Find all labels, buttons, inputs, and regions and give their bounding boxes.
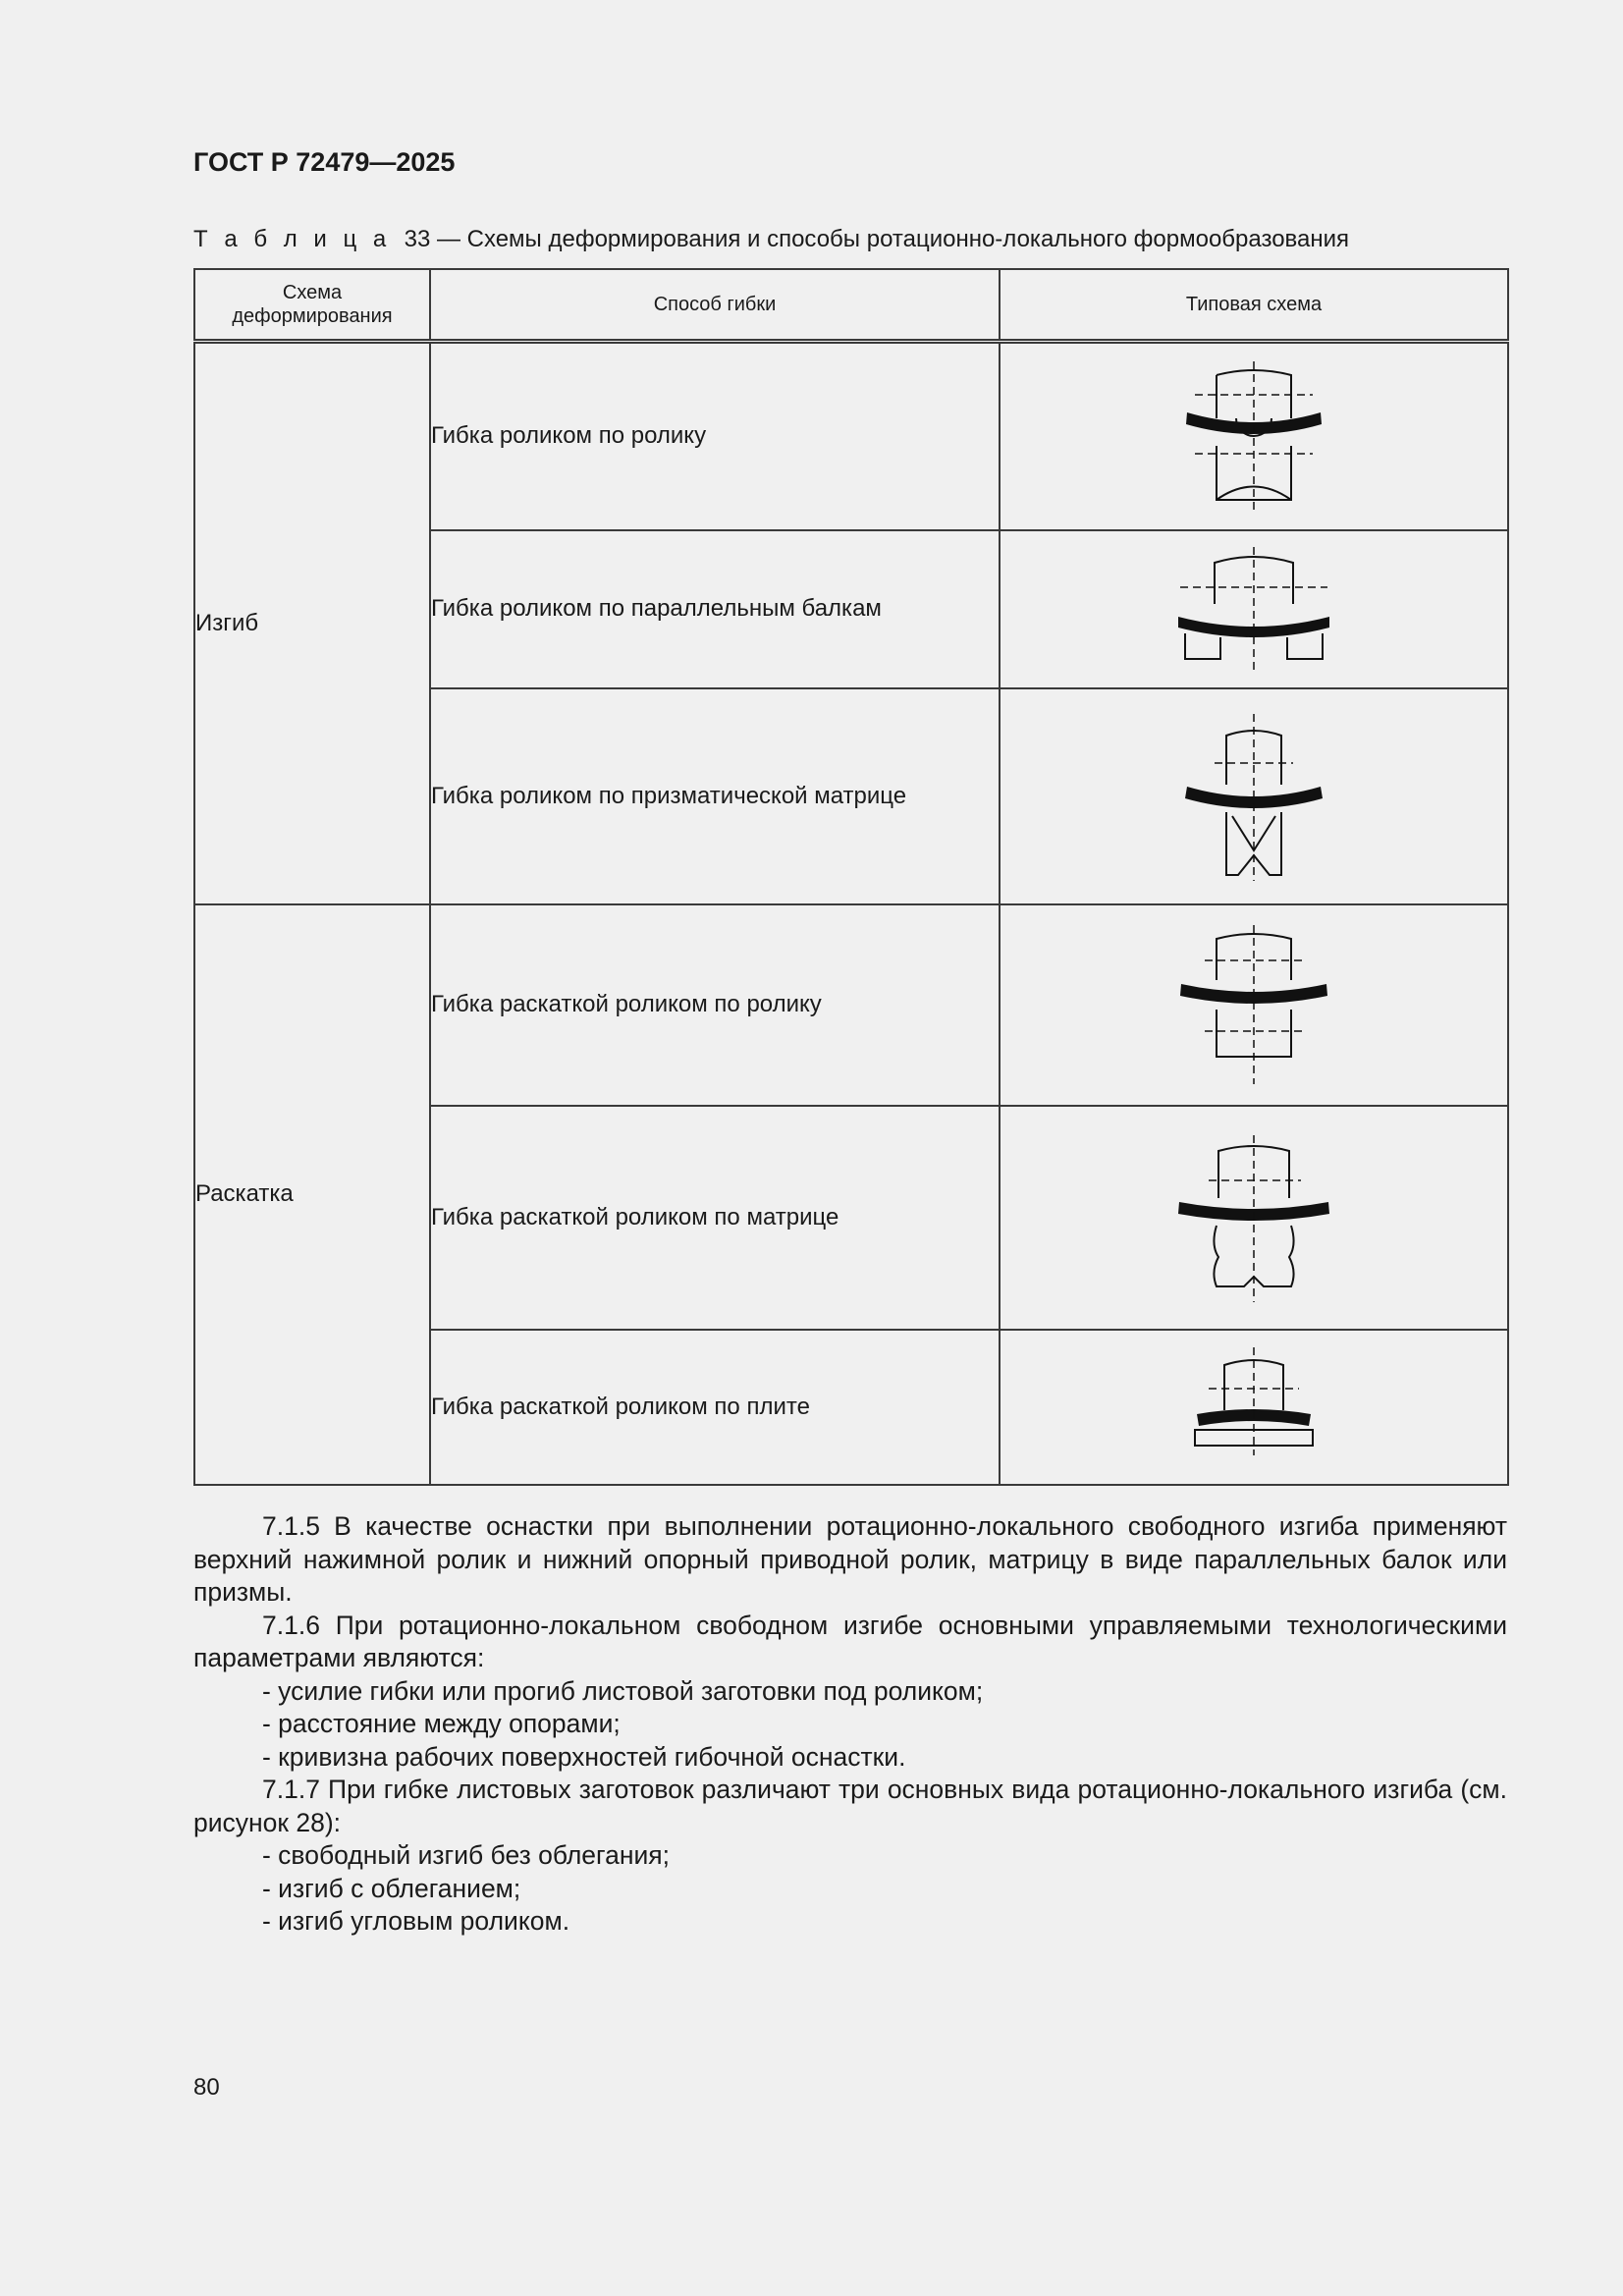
paragraph-7-1-5: 7.1.5 В качестве оснастки при выполнении ротационно-локального свободного изгиба применяют верхний нажимной ролик и нижний опорный приводной ролик, матрицу в виде параллельных балок или призмы. xyxy=(193,1511,1507,1607)
rolling-on-roller-icon xyxy=(1175,921,1332,1088)
roller-on-roller-icon xyxy=(1175,357,1332,515)
column-header-typical-scheme: Типовая схема xyxy=(1000,269,1508,342)
table-header-row xyxy=(194,269,1508,342)
group-cell-bending: Изгиб xyxy=(194,342,430,904)
group-cell-rolling: Раскатка xyxy=(194,904,430,1485)
table-row xyxy=(194,342,1508,530)
roller-on-parallel-beams-icon xyxy=(1175,543,1332,676)
list-item: - изгиб с облеганием; xyxy=(262,1873,521,1903)
table-row xyxy=(194,904,1508,1106)
scheme-cell xyxy=(1000,1330,1508,1485)
rolling-on-die-icon xyxy=(1175,1129,1332,1306)
rolling-on-plate-icon xyxy=(1175,1343,1332,1471)
table-caption-text: 33 — Схемы деформирования и способы ротационно-локального формообразования xyxy=(404,226,1350,252)
column-header-method: Способ гибки xyxy=(430,269,1000,342)
paragraph-7-1-6: 7.1.6 При ротационно-локальном свободном изгибе основными управляемыми технологическими параметрами являются: xyxy=(193,1610,1507,1672)
paragraph-7-1-7: 7.1.7 При гибке листовых заготовок различают три основных вида ротационно-локального изгиба (см. рисунок 28): xyxy=(193,1775,1507,1837)
scheme-cell xyxy=(1000,342,1508,530)
table-caption xyxy=(193,226,1349,253)
table-caption-label: Т а б л и ц а xyxy=(193,226,392,252)
method-cell: Гибка раскаткой роликом по ролику xyxy=(430,904,1000,1106)
roller-on-prismatic-die-icon xyxy=(1175,708,1332,885)
list-item: - усилие гибки или прогиб листовой заготовки под роликом; xyxy=(262,1675,984,1706)
method-cell: Гибка роликом по ролику xyxy=(430,342,1000,530)
method-cell: Гибка роликом по призматической матрице xyxy=(430,688,1000,904)
scheme-cell xyxy=(1000,530,1508,688)
deformation-schemes-table xyxy=(193,268,1509,1486)
scheme-cell xyxy=(1000,688,1508,904)
list-item: - кривизна рабочих поверхностей гибочной оснастки. xyxy=(262,1741,906,1772)
column-header-scheme: Схема деформирования xyxy=(194,269,430,342)
list-item: - изгиб угловым роликом. xyxy=(262,1906,570,1936)
body-text xyxy=(193,1510,1507,1939)
method-cell: Гибка раскаткой роликом по матрице xyxy=(430,1106,1000,1330)
scheme-cell xyxy=(1000,1106,1508,1330)
method-cell: Гибка роликом по параллельным балкам xyxy=(430,530,1000,688)
page-number: 80 xyxy=(193,2074,220,2101)
list-item: - расстояние между опорами; xyxy=(262,1709,621,1738)
method-cell: Гибка раскаткой роликом по плите xyxy=(430,1330,1000,1485)
scheme-cell xyxy=(1000,904,1508,1106)
list-item: - свободный изгиб без облегания; xyxy=(262,1840,671,1870)
document-id: ГОСТ Р 72479—2025 xyxy=(193,147,456,177)
